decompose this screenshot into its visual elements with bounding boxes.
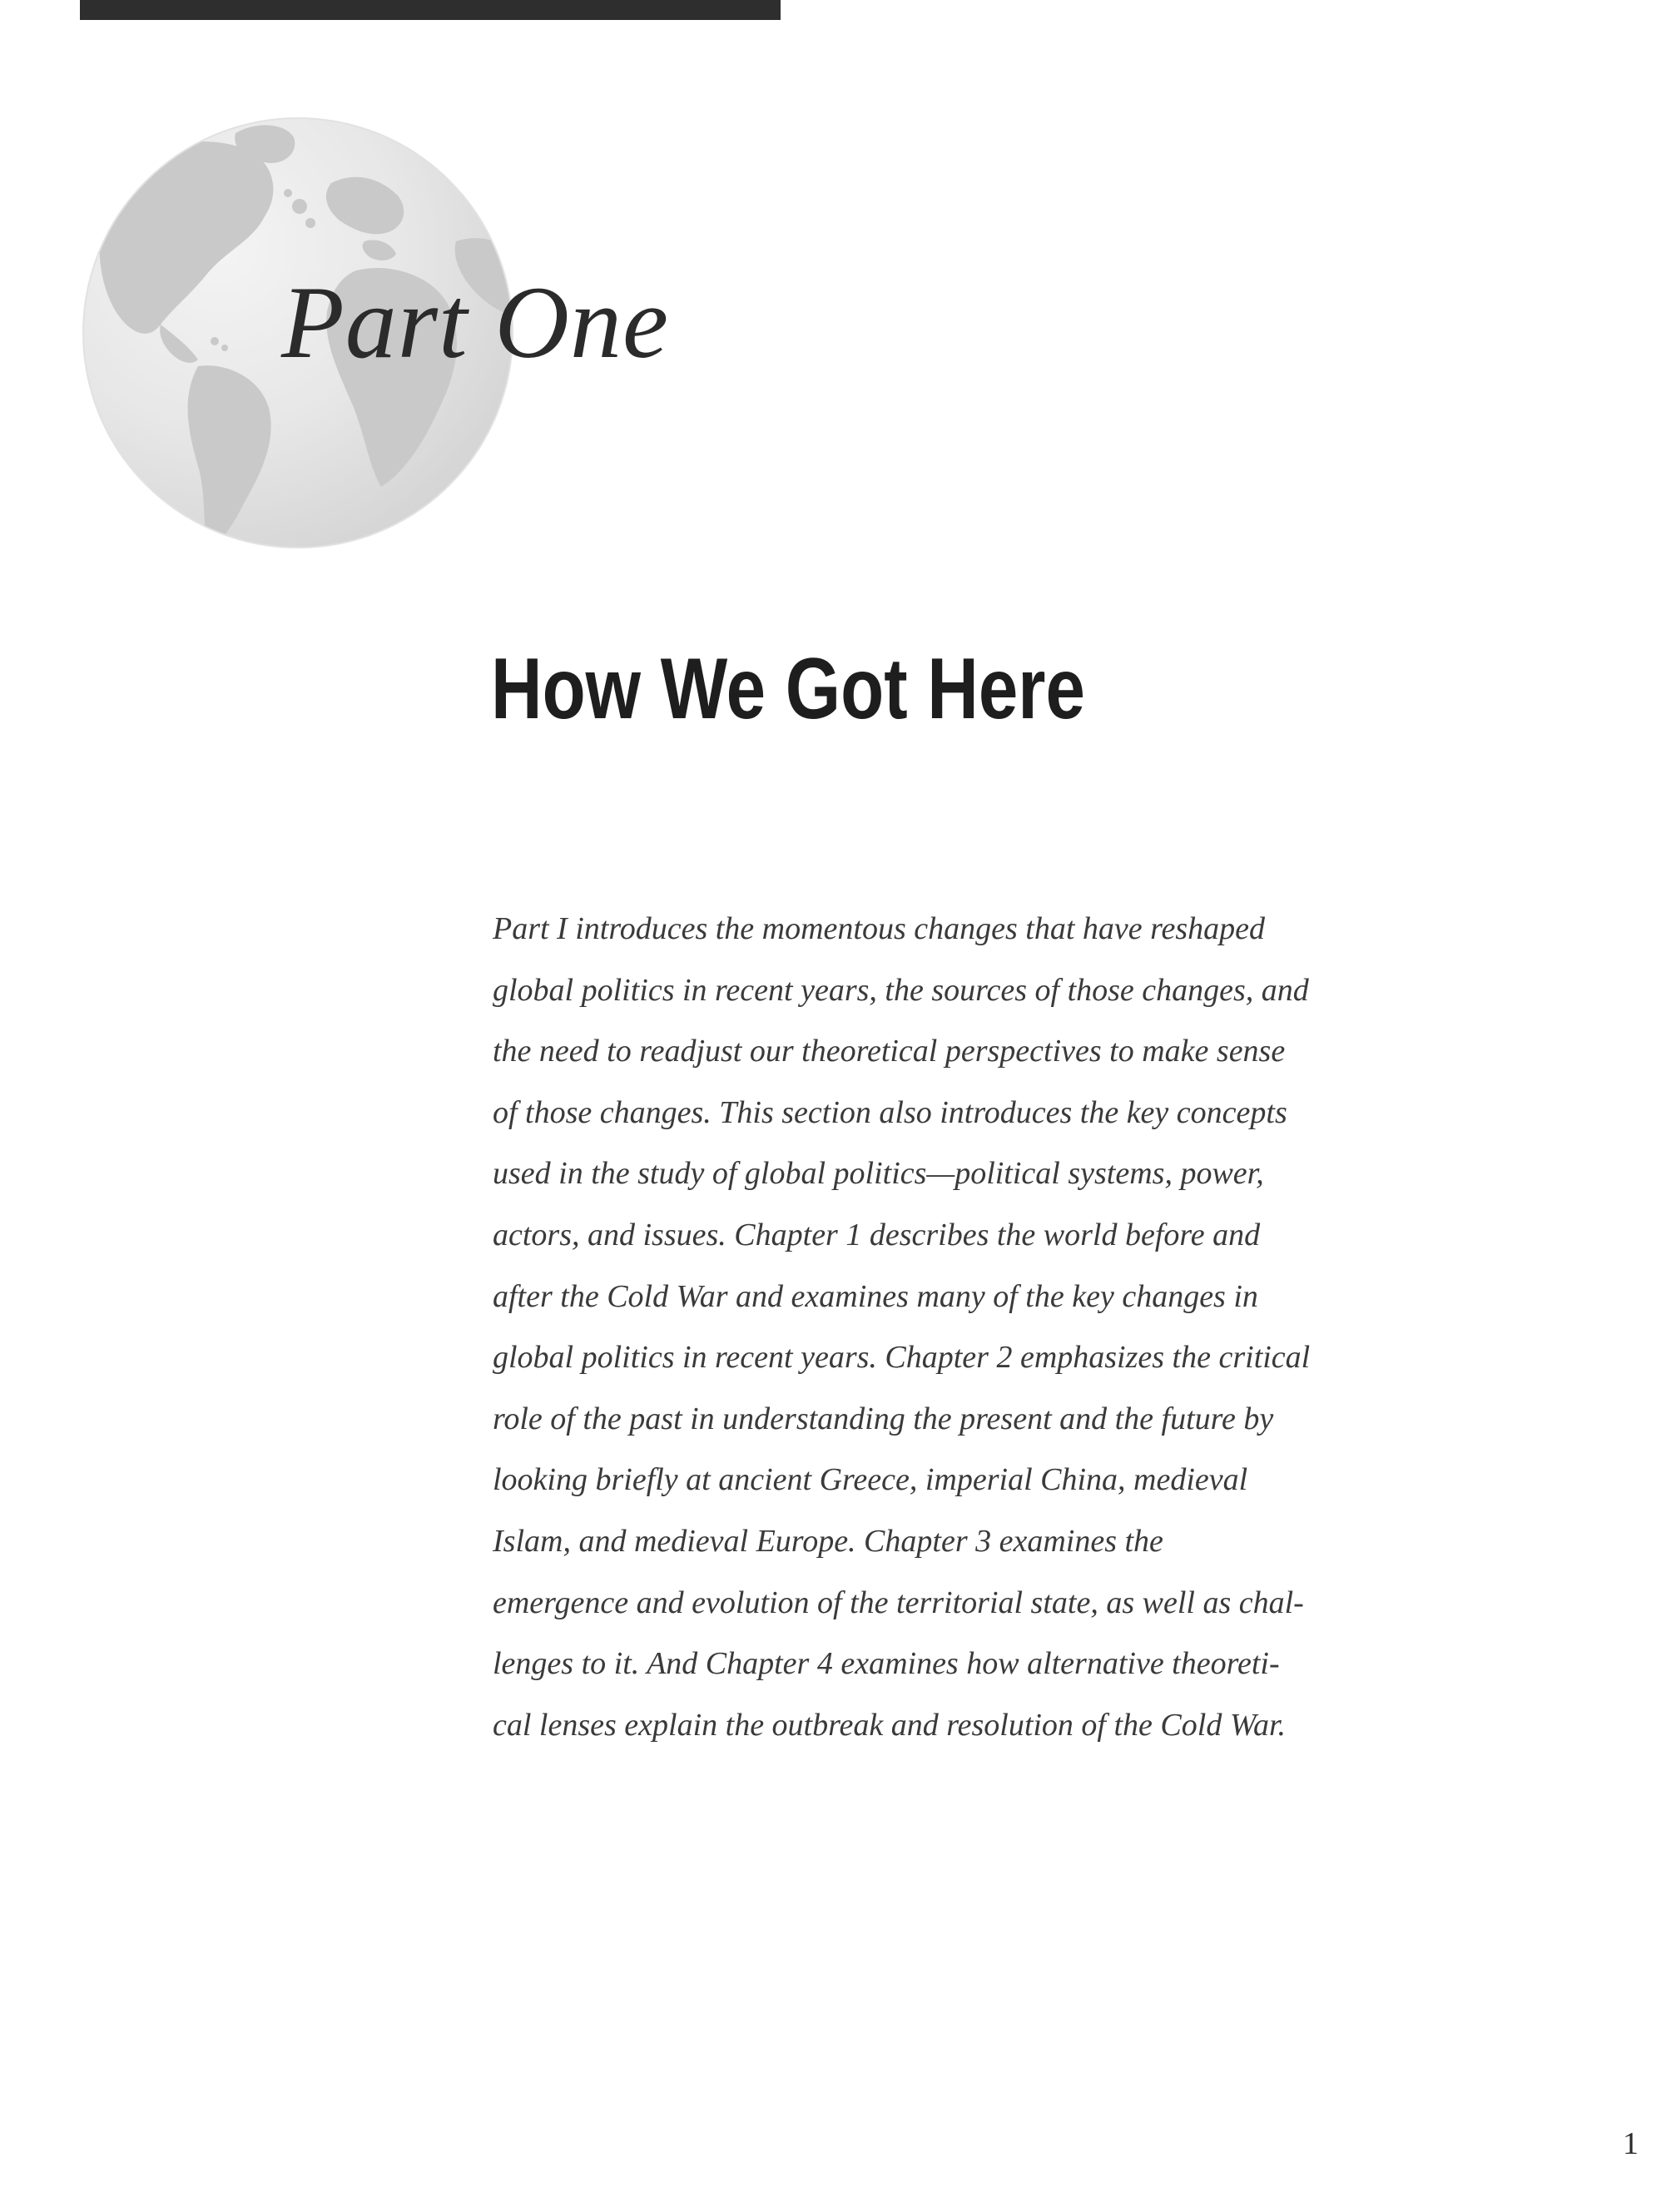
page-number: 1 [1623,2126,1639,2161]
intro-line: used in the study of global politics—political systems, power, [493,1156,1264,1192]
intro-line: looking briefly at ancient Greece, imperial China, medieval [493,1462,1248,1498]
intro-line: emergence and evolution of the territorial state, as well as chal- [493,1585,1304,1620]
intro-line: the need to readjust our theoretical perspectives to make sense [493,1034,1286,1069]
intro-line: global politics in recent years, the sources of those changes, and [493,972,1309,1008]
intro-line: lenges to it. And Chapter 4 examines how alternative theoreti- [493,1646,1280,1682]
intro-line: global politics in recent years. Chapter 2 emphasizes the critical [493,1340,1311,1376]
intro-line: cal lenses explain the outbreak and resolution of the Cold War. [493,1707,1287,1743]
part-label: Part One [281,265,670,379]
intro-line: of those changes. This section also introduces the key concepts [493,1094,1287,1130]
intro-line: Islam, and medieval Europe. Chapter 3 examines the [493,1523,1163,1559]
intro-paragraph [493,899,1458,1756]
top-decorative-bar [80,0,781,20]
intro-line: Part I introduces the momentous changes that have reshaped [493,911,1266,946]
intro-line: actors, and issues. Chapter 1 describes the world before and [493,1217,1261,1252]
intro-line: role of the past in understanding the present and the future by [493,1401,1274,1436]
intro-line: after the Cold War and examines many of the key changes in [493,1278,1258,1314]
page-title: How We Got Here [491,641,1085,737]
